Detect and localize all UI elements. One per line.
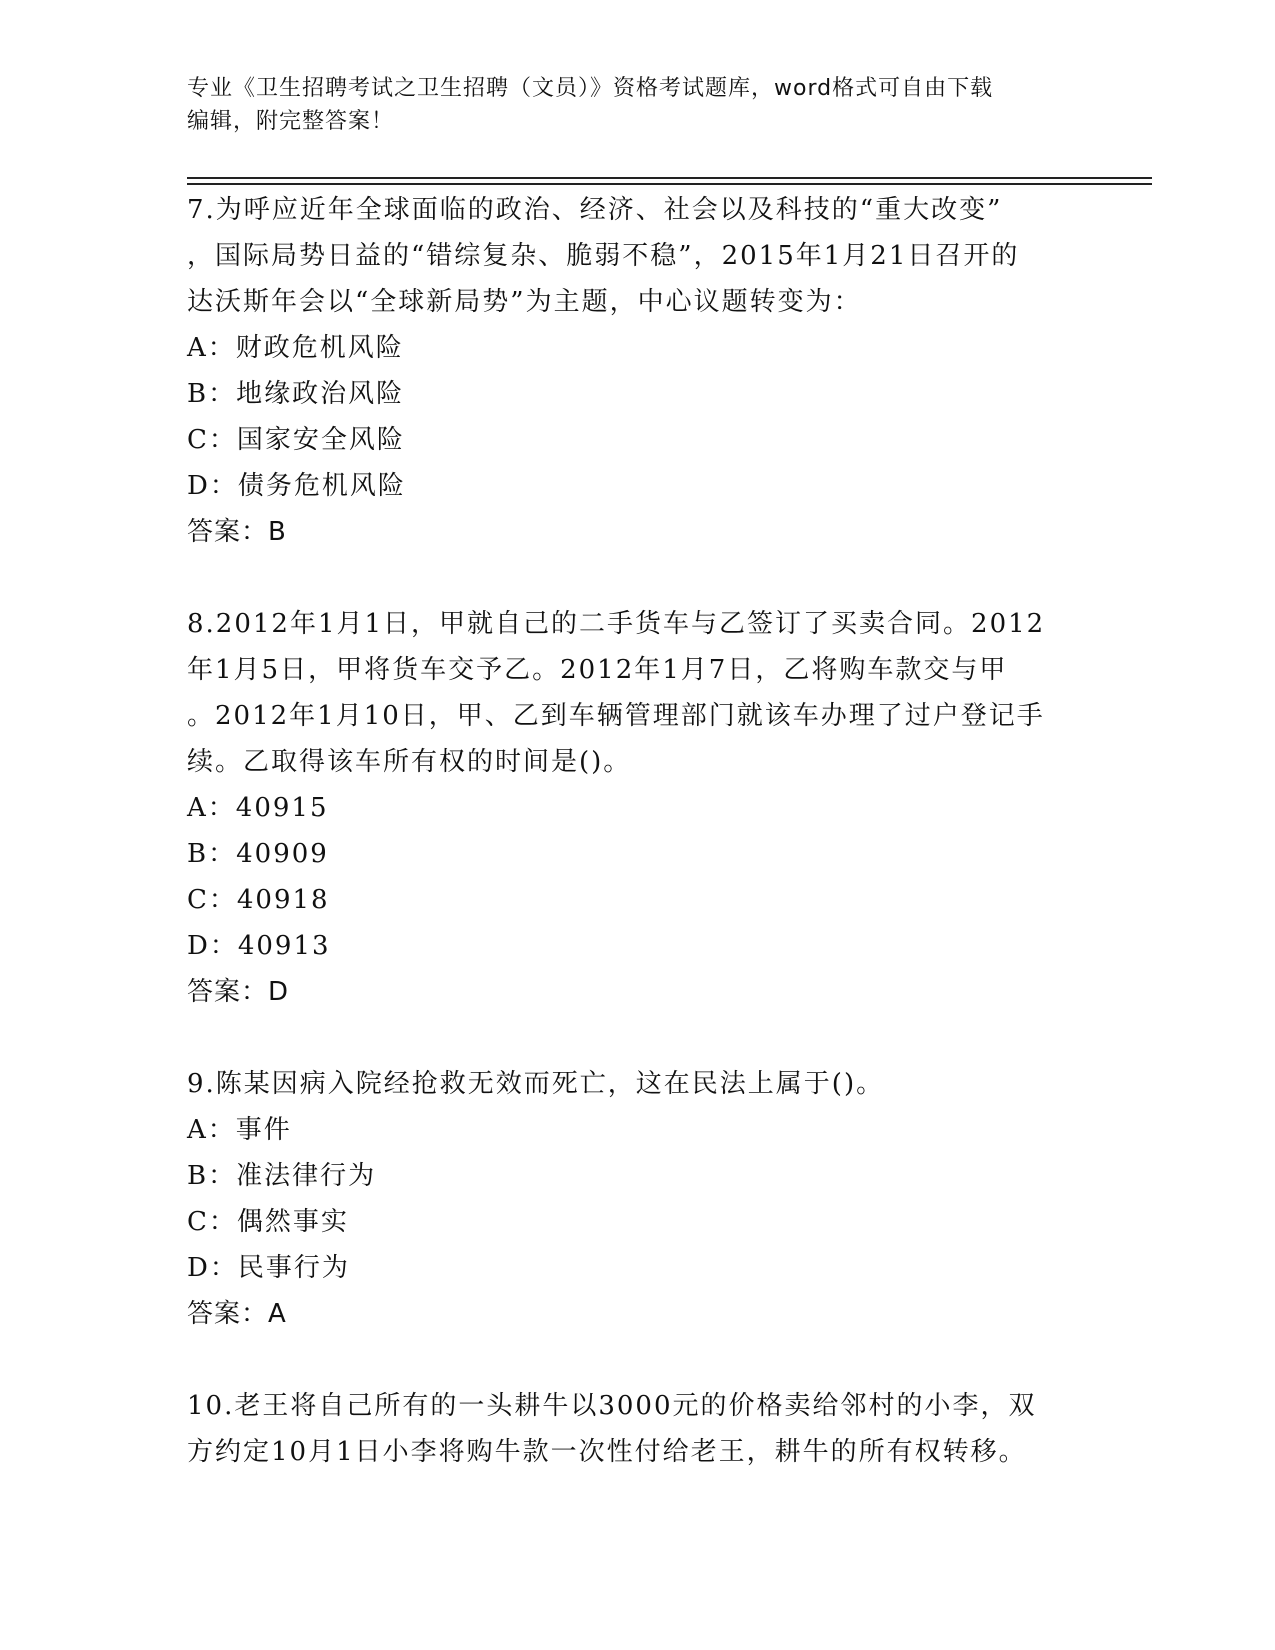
header-line-2: 编辑，附完整答案！ — [187, 109, 395, 134]
question-7-line-3: 达沃斯年会以“全球新局势”为主题，中心议题转变为： — [187, 287, 862, 317]
question-8-stem — [187, 601, 1087, 785]
question-8-option-b: B：40909 — [187, 839, 329, 869]
question-8-line-3: 。2012年1月10日，甲、乙到车辆管理部门就该车办理了过户登记手 — [187, 701, 1045, 731]
question-9-option-a: A：事件 — [187, 1115, 292, 1145]
question-7-line-1: 7.为呼应近年全球面临的政治、经济、社会以及科技的“重大改变” — [187, 195, 1003, 225]
header-line-1: 专业《卫生招聘考试之卫生招聘（文员）》资格考试题库，word格式可自由下载 — [187, 76, 994, 101]
question-9 — [187, 1061, 1087, 1337]
question-9-option-c: C：偶然事实 — [187, 1207, 349, 1237]
header-divider-top — [187, 177, 1152, 179]
question-10 — [187, 1383, 1087, 1475]
question-7 — [187, 187, 1087, 555]
question-7-answer: 答案：B — [187, 517, 287, 547]
question-9-answer: 答案：A — [187, 1299, 287, 1329]
question-8-line-1: 8.2012年1月1日，甲就自己的二手货车与乙签订了买卖合同。2012 — [187, 609, 1046, 639]
question-10-line-2: 方约定10月1日小李将购牛款一次性付给老王，耕牛的所有权转移。 — [187, 1437, 1027, 1467]
question-9-stem — [187, 1061, 1087, 1107]
question-7-option-a: A：财政危机风险 — [187, 333, 404, 363]
question-8-option-c: C：40918 — [187, 885, 330, 915]
question-8 — [187, 601, 1087, 1015]
question-list — [187, 187, 1087, 1521]
question-9-option-b: B：准法律行为 — [187, 1161, 377, 1191]
question-7-stem — [187, 187, 1087, 325]
question-10-line-1: 10.老王将自己所有的一头耕牛以3000元的价格卖给邻村的小李，双 — [187, 1391, 1037, 1421]
question-9-option-d: D：民事行为 — [187, 1253, 350, 1283]
header-divider-bottom — [187, 183, 1152, 185]
question-8-option-a: A：40915 — [187, 793, 329, 823]
question-7-line-2: ，国际局势日益的“错综复杂、脆弱不稳”，2015年1月21日召开的 — [187, 241, 1020, 271]
question-7-option-c: C：国家安全风险 — [187, 425, 405, 455]
question-8-line-2: 年1月5日，甲将货车交予乙。2012年1月7日，乙将购车款交与甲 — [187, 655, 1008, 685]
question-8-option-d: D：40913 — [187, 931, 331, 961]
question-9-line-1: 9.陈某因病入院经抢救无效而死亡，这在民法上属于()。 — [187, 1069, 885, 1099]
question-7-option-b: B：地缘政治风险 — [187, 379, 405, 409]
question-10-stem — [187, 1383, 1087, 1475]
question-8-answer: 答案：D — [187, 977, 290, 1007]
document-header — [187, 72, 1087, 138]
question-7-option-d: D：债务危机风险 — [187, 471, 406, 501]
question-8-line-4: 续。乙取得该车所有权的时间是()。 — [187, 747, 632, 777]
